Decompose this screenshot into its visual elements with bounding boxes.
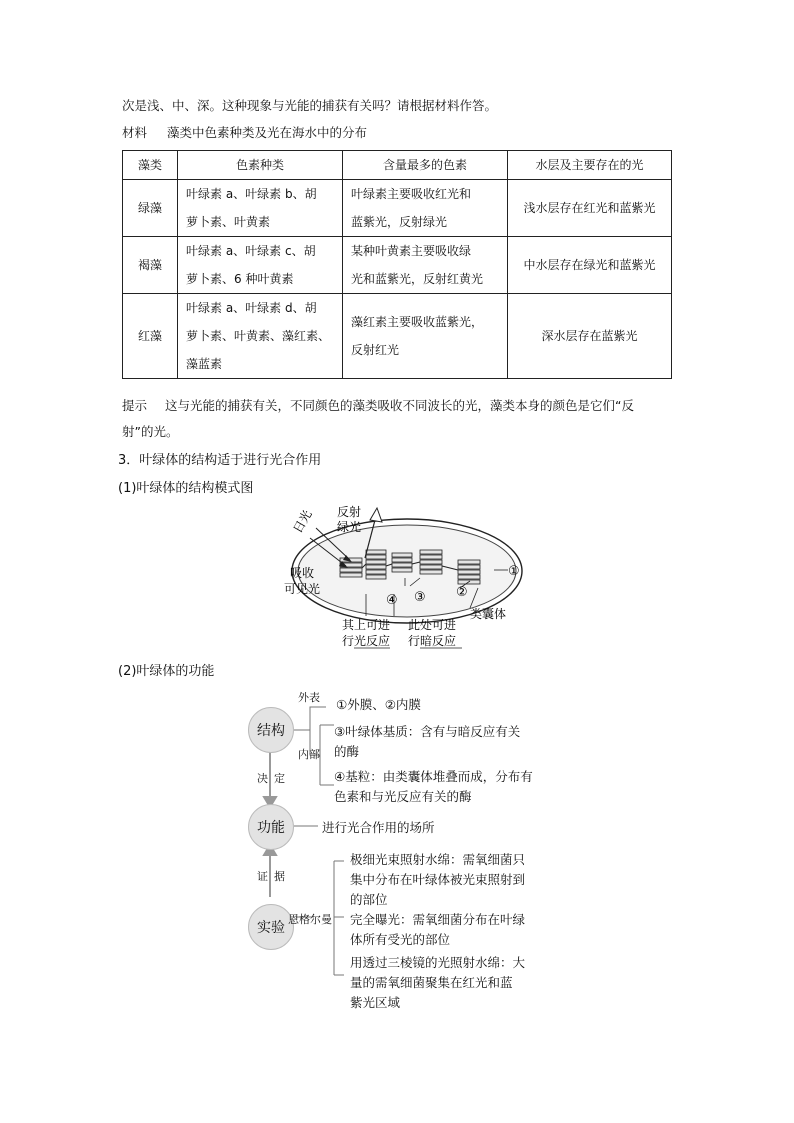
table-cell: 褐藻 bbox=[123, 237, 178, 294]
cell-line: 叶绿素 a、叶绿素 b、胡 bbox=[186, 187, 317, 201]
table-cell bbox=[343, 237, 508, 294]
hint-text-1: 这与光能的捕获有关，不同颜色的藻类吸收不同波长的光，藻类本身的颜色是它们“反 bbox=[164, 398, 634, 413]
table-header: 水层及主要存在的光 bbox=[508, 151, 672, 180]
label-light-reaction-1: 其上可进 bbox=[342, 618, 391, 632]
label-num-3: ③ bbox=[414, 590, 426, 605]
label-outer: 外表 bbox=[298, 691, 320, 704]
exp1-line-2: 集中分布在叶绿体被光束照射到 bbox=[350, 872, 526, 887]
cell-line: 蓝紫光，反射绿光 bbox=[351, 215, 448, 229]
node-structure: 结构 bbox=[248, 707, 294, 753]
table-header: 色素种类 bbox=[178, 151, 343, 180]
material-caption bbox=[122, 125, 367, 141]
table-cell: 深水层存在蓝紫光 bbox=[508, 294, 672, 379]
pigment-table bbox=[122, 150, 672, 379]
cell-line: 萝卜素、叶黄素 bbox=[186, 215, 271, 229]
material-title: 藻类中色素种类及光在海水中的分布 bbox=[166, 125, 367, 140]
cell-line: 藻蓝素 bbox=[186, 357, 223, 371]
inner-matrix-line-2: 的酶 bbox=[334, 744, 360, 759]
table-header-row bbox=[123, 151, 672, 180]
table-cell bbox=[343, 180, 508, 237]
chloroplast-diagram bbox=[270, 498, 530, 653]
edge-decide-1: 决 bbox=[257, 772, 268, 785]
table-cell bbox=[178, 237, 343, 294]
label-absorb-1: 吸收 bbox=[290, 566, 315, 580]
table-cell bbox=[178, 294, 343, 379]
subsection-2-title: (2)叶绿体的功能 bbox=[118, 664, 215, 679]
node-function: 功能 bbox=[248, 804, 294, 850]
cell-line: 叶绿素 a、叶绿素 d、胡 bbox=[186, 301, 317, 315]
label-dark-reaction-1: 此处可进 bbox=[408, 618, 457, 632]
label-reflect-2: 绿光 bbox=[337, 520, 362, 534]
cell-line: 某种叶黄素主要吸收绿 bbox=[351, 244, 472, 258]
cell-line: 萝卜素、6 种叶黄素 bbox=[186, 272, 294, 286]
label-reflect-1: 反射 bbox=[337, 505, 362, 519]
section-title: 3．叶绿体的结构适于进行光合作用 bbox=[118, 453, 322, 468]
cell-line: 叶绿素主要吸收红光和 bbox=[351, 187, 472, 201]
hint-line-2: 射”的光。 bbox=[122, 424, 179, 439]
function-text: 进行光合作用的场所 bbox=[322, 820, 435, 835]
table-row bbox=[123, 237, 672, 294]
table-cell: 中水层存在绿光和蓝紫光 bbox=[508, 237, 672, 294]
table-header: 藻类 bbox=[123, 151, 178, 180]
edge-decide-2: 定 bbox=[274, 772, 285, 785]
subsection-1-title: (1)叶绿体的结构模式图 bbox=[118, 481, 254, 496]
cell-line: 光和蓝紫光，反射红黄光 bbox=[351, 272, 484, 286]
exp3-line-1: 用透过三棱镜的光照射水绵：大 bbox=[350, 955, 526, 970]
table-cell bbox=[343, 294, 508, 379]
exp1-line-1: 极细光束照射水绵：需氧细菌只 bbox=[350, 852, 526, 867]
hint-label: 提示 bbox=[122, 398, 148, 413]
exp2-line-1: 完全曝光：需氧细菌分布在叶绿 bbox=[350, 912, 526, 927]
inner-grana-line-1: ④基粒：由类囊体堆叠而成，分布有 bbox=[334, 769, 533, 784]
label-light-reaction-2: 行光反应 bbox=[342, 634, 391, 648]
node-experiment: 实验 bbox=[248, 904, 294, 950]
label-absorb-2: 可见光 bbox=[284, 582, 321, 596]
inner-grana-line-2: 色素和与光反应有关的酶 bbox=[334, 789, 472, 804]
table-cell bbox=[178, 180, 343, 237]
cell-line: 反射红光 bbox=[351, 343, 400, 357]
inner-matrix-line-1: ③叶绿体基质：含有与暗反应有关 bbox=[334, 724, 521, 739]
outer-text: ①外膜、②内膜 bbox=[336, 697, 421, 712]
table-header: 含量最多的色素 bbox=[343, 151, 508, 180]
exp3-line-3: 紫光区域 bbox=[350, 995, 401, 1010]
cell-line: 藻红素主要吸收蓝紫光， bbox=[351, 315, 484, 329]
label-sunlight: 日光 bbox=[290, 507, 315, 536]
label-engelmann: 恩格尔曼 bbox=[288, 913, 332, 926]
label-num-4: ④ bbox=[386, 593, 398, 608]
label-dark-reaction-2: 行暗反应 bbox=[408, 634, 457, 648]
table-row bbox=[123, 180, 672, 237]
label-num-1: ① bbox=[508, 564, 520, 579]
label-num-2: ② bbox=[456, 585, 468, 600]
table-cell: 红藻 bbox=[123, 294, 178, 379]
material-label: 材料 bbox=[122, 125, 148, 140]
cell-line: 萝卜素、叶黄素、藻红素、 bbox=[186, 329, 331, 343]
exp3-line-2: 量的需氧细菌聚集在红光和蓝 bbox=[350, 975, 513, 990]
table-row bbox=[123, 294, 672, 379]
exp2-line-2: 体所有受光的部位 bbox=[350, 932, 451, 947]
label-thylakoid: 类囊体 bbox=[470, 607, 507, 621]
table-cell: 绿藻 bbox=[123, 180, 178, 237]
edge-evidence-2: 据 bbox=[274, 870, 285, 883]
exp1-line-3: 的部位 bbox=[350, 892, 388, 907]
table-cell: 浅水层存在红光和蓝紫光 bbox=[508, 180, 672, 237]
edge-evidence-1: 证 bbox=[257, 870, 268, 883]
label-inner: 内部 bbox=[298, 748, 320, 761]
cell-line: 叶绿素 a、叶绿素 c、胡 bbox=[186, 244, 316, 258]
hint-line-1 bbox=[122, 398, 634, 414]
intro-line: 次是浅、中、深。这种现象与光能的捕获有关吗？请根据材料作答。 bbox=[122, 98, 498, 113]
